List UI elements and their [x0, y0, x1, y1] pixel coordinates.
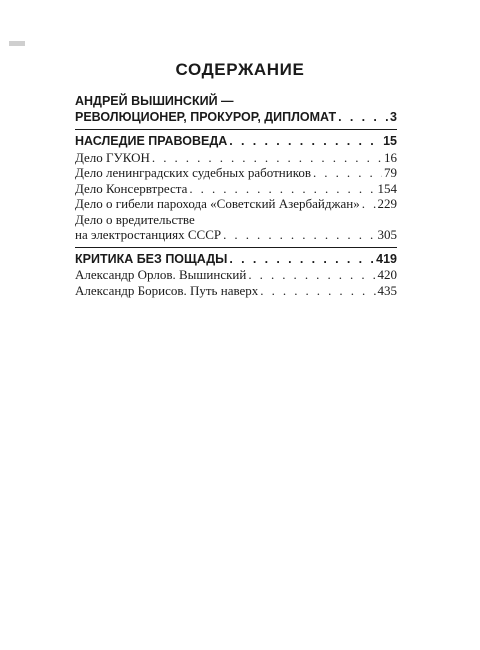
dot-leader — [313, 165, 382, 181]
toc-entry[interactable] — [75, 181, 397, 197]
dot-leader — [152, 150, 382, 166]
entry-label: Дело ГУКОН — [75, 149, 150, 165]
toc-entry[interactable] — [75, 196, 397, 212]
entry-label: Дело Консервтреста — [75, 180, 188, 196]
dot-leader — [362, 196, 376, 212]
page-number: 15 — [383, 134, 397, 148]
section-heading: КРИТИКА БЕЗ ПОЩАДЫ — [75, 251, 228, 266]
dot-leader — [223, 227, 375, 243]
toc-entry[interactable] — [75, 150, 397, 166]
toc-title: СОДЕРЖАНИЕ — [175, 60, 305, 79]
section-heading-entry[interactable] — [75, 252, 397, 268]
entry-label-line1: Дело о вредительстве — [75, 211, 195, 227]
toc-entry[interactable] — [75, 227, 397, 243]
dot-leader — [229, 252, 374, 268]
dot-leader — [260, 283, 375, 299]
entry-label-line2: на электростанциях СССР — [75, 227, 222, 242]
page-number: 154 — [377, 180, 397, 196]
toc-entry[interactable] — [75, 283, 397, 299]
entry-label: Александр Борисов. Путь наверх — [75, 282, 259, 298]
page-number: 79 — [384, 165, 397, 180]
toc-entry[interactable] — [75, 267, 397, 283]
entry-label: Александр Орлов. Вышинский — [75, 267, 247, 282]
table-of-contents — [75, 94, 397, 298]
entry-label: Дело о гибели парохода «Советский Азербайджан» — [75, 196, 360, 211]
page-number: 435 — [377, 282, 397, 298]
toc-entry[interactable] — [75, 165, 397, 181]
page-number: 16 — [384, 149, 397, 165]
page-number: 229 — [377, 196, 397, 211]
section-heading: НАСЛЕДИЕ ПРАВОВЕДА — [75, 134, 228, 148]
page-number: 3 — [390, 109, 397, 124]
section-heading-line2: РЕВОЛЮЦИОНЕР, ПРОКУРОР, ДИПЛОМАТ — [75, 109, 337, 124]
dot-leader — [189, 181, 375, 197]
dot-leader — [338, 110, 388, 126]
section-heading-entry[interactable] — [75, 134, 397, 150]
dot-leader — [229, 134, 381, 150]
page-number: 419 — [376, 251, 397, 266]
section-divider — [75, 129, 397, 130]
page-number: 420 — [377, 267, 397, 282]
entry-label: Дело ленинградских судебных работников — [75, 165, 311, 180]
section-divider — [75, 247, 397, 248]
section-heading-line1: АНДРЕЙ ВЫШИНСКИЙ — — [75, 94, 234, 108]
dot-leader — [248, 267, 375, 283]
section-heading-entry[interactable] — [75, 110, 397, 126]
corner-mark — [9, 41, 25, 46]
page-number: 305 — [377, 227, 397, 242]
